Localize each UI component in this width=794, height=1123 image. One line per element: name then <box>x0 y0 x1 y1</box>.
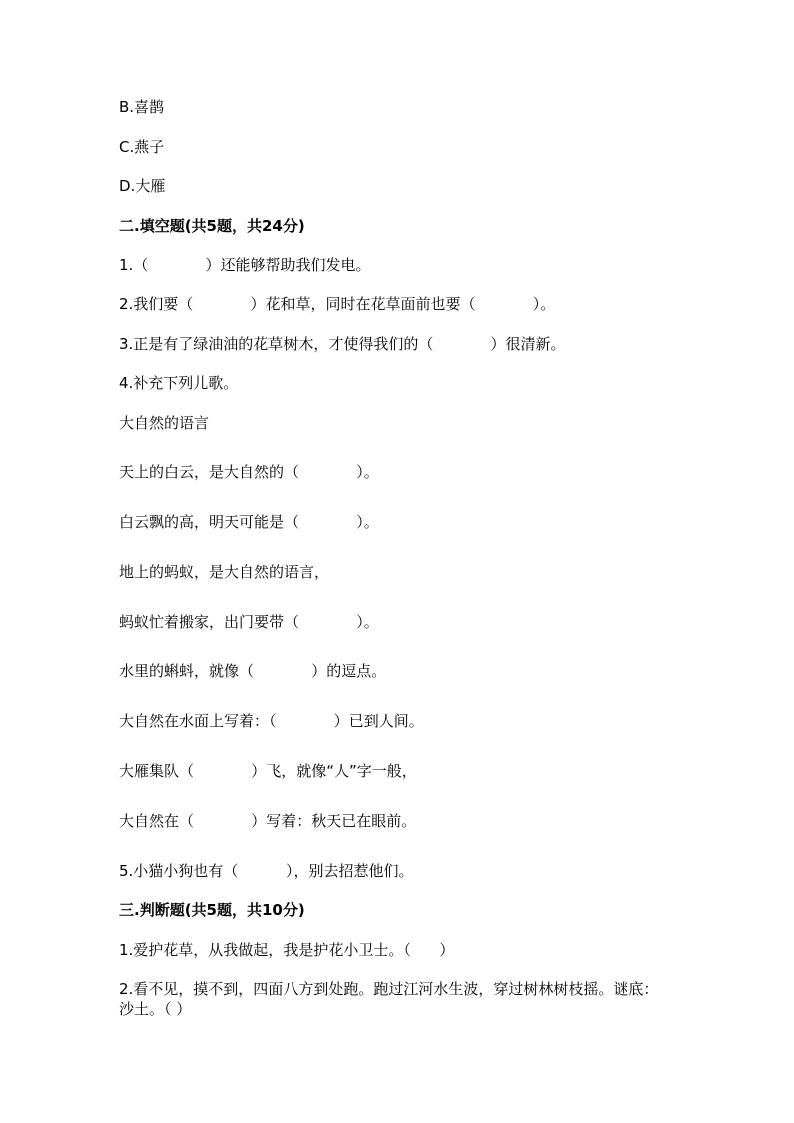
fill-question-2: 2.我们要（ ）花和草，同时在花草面前也要（ ）。 <box>119 295 556 313</box>
poem-line-5: 水里的蝌蚪，就像（ ）的逗点。 <box>119 662 387 680</box>
poem-line-2: 白云飘的高，明天可能是（ ）。 <box>119 513 379 531</box>
poem-title: 大自然的语言 <box>119 414 210 432</box>
poem-line-4: 蚂蚁忙着搬家，出门要带（ ）。 <box>119 613 379 631</box>
poem-line-3: 地上的蚂蚁，是大自然的语言， <box>119 563 330 581</box>
fill-question-3: 3.正是有了绿油油的花草树木，才使得我们的（ ）很清新。 <box>119 335 566 353</box>
fill-question-1: 1.（ ）还能够帮助我们发电。 <box>119 256 371 274</box>
option-d: D.大雁 <box>119 177 166 195</box>
option-b: B.喜鹊 <box>119 98 165 116</box>
judge-question-1: 1.爱护花草，从我做起，我是护花小卫士。（ ） <box>119 941 455 959</box>
poem-line-1: 天上的白云，是大自然的（ ）。 <box>119 463 379 481</box>
fill-question-4-intro: 4.补充下列儿歌。 <box>119 374 239 392</box>
poem-line-7: 大雁集队（ ）飞，就像“人”字一般， <box>119 762 417 780</box>
section2-heading: 二.填空题(共5题，共24分) <box>119 217 305 235</box>
poem-line-6: 大自然在水面上写着：（ ）已到人间。 <box>119 712 424 730</box>
judge-question-2: 2.看不见，摸不到，四面八方到处跑。跑过江河水生波，穿过树林树枝摇。谜底：沙土。（ ） <box>119 980 659 1018</box>
fill-question-5: 5.小猫小狗也有（ ），别去招惹他们。 <box>119 862 414 880</box>
option-c: C.燕子 <box>119 138 165 156</box>
section3-heading: 三.判断题(共5题，共10分) <box>119 901 305 919</box>
poem-line-8: 大自然在（ ）写着：秋天已在眼前。 <box>119 812 417 830</box>
